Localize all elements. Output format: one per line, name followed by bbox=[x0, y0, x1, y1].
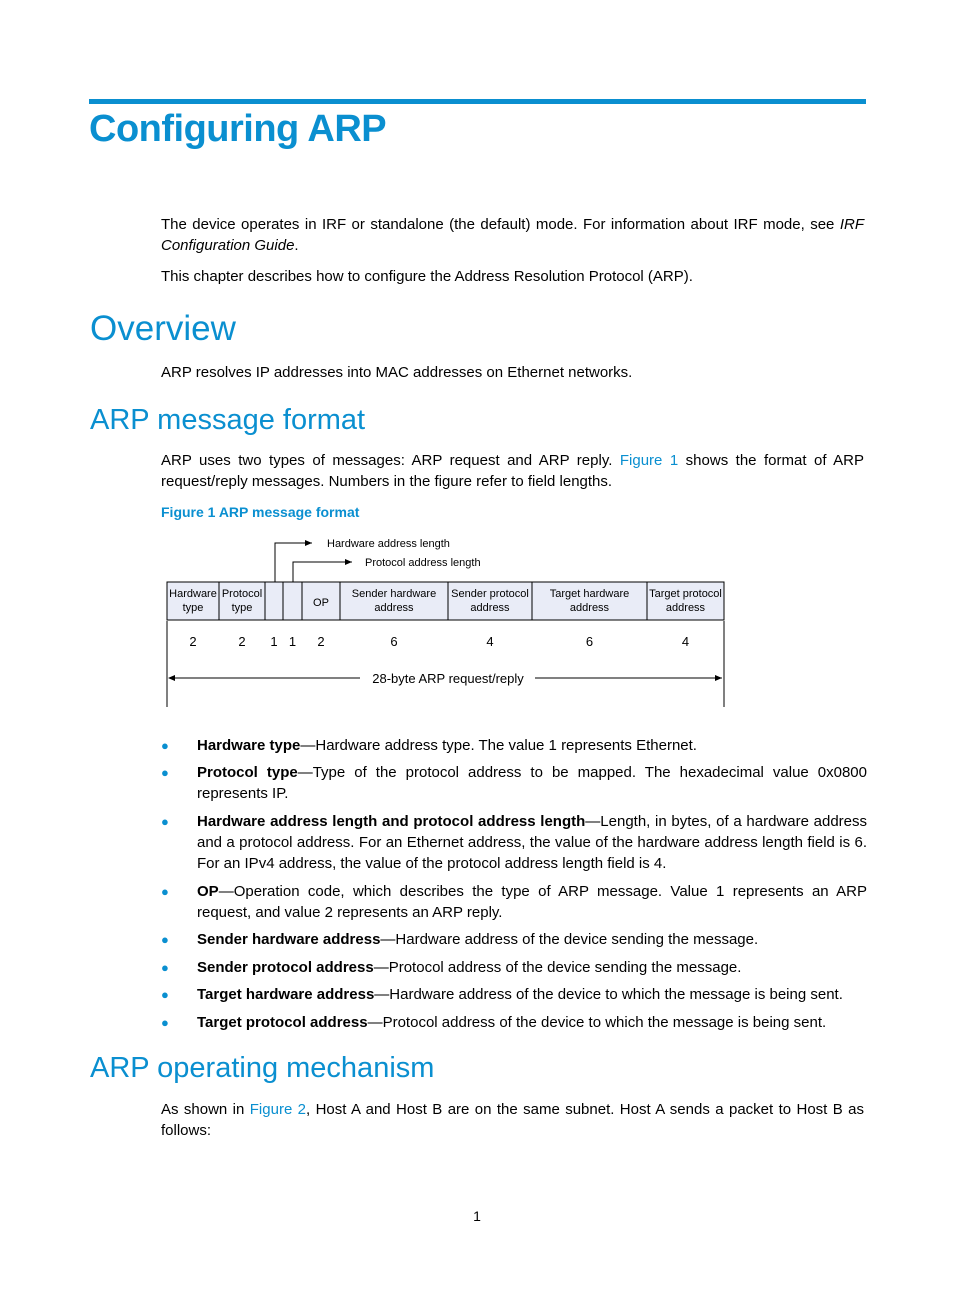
bullet-icon: ● bbox=[161, 814, 169, 829]
field-length-row bbox=[189, 634, 689, 649]
field-label: OP bbox=[313, 597, 329, 609]
bullet-icon: ● bbox=[161, 738, 169, 753]
hw-length-label: Hardware address length bbox=[327, 538, 450, 550]
bullet-icon: ● bbox=[161, 765, 169, 780]
bullet-icon: ● bbox=[161, 884, 169, 899]
field-term: Sender hardware address bbox=[197, 931, 381, 948]
field-desc: —Hardware address of the device sending the message. bbox=[380, 931, 759, 948]
field-label: Sender hardware bbox=[351, 588, 437, 600]
list-item bbox=[161, 735, 867, 756]
arp-message-format-heading: ARP message format bbox=[90, 404, 366, 436]
field-label: type bbox=[231, 602, 253, 614]
field-term: Hardware type bbox=[197, 737, 301, 754]
field-desc: —Length, in bytes, of a hardware address and a protocol address. For an Ethernet address, the value of the hardware address length field is 6. For an IPv4 address, the value of the protocol address length field is 4. bbox=[197, 813, 868, 872]
field-length: 2 bbox=[238, 634, 246, 649]
page-title: Configuring ARP bbox=[89, 108, 387, 150]
figure-2-link[interactable]: Figure 2 bbox=[249, 1101, 307, 1118]
field-label: address bbox=[665, 602, 706, 614]
bullet-icon: ● bbox=[161, 960, 169, 975]
format-paragraph bbox=[161, 450, 864, 492]
field-length: 6 bbox=[390, 634, 398, 649]
overview-heading: Overview bbox=[90, 309, 236, 348]
list-item bbox=[161, 957, 867, 978]
intro-paragraph-2: This chapter describes how to configure the Address Resolution Protocol (ARP). bbox=[161, 268, 693, 285]
field-desc: —Protocol address of the device to which the message is being sent. bbox=[367, 1014, 827, 1031]
mechanism-paragraph bbox=[161, 1099, 864, 1141]
mechanism-text-pre: As shown in bbox=[161, 1101, 250, 1118]
field-desc: —Hardware address of the device to which the message is being sent. bbox=[374, 986, 843, 1003]
field-label: Hardware bbox=[169, 588, 217, 600]
field-desc: —Type of the protocol address to be mapped. The hexadecimal value 0x0800 represents IP. bbox=[197, 764, 867, 802]
proto-length-pointer bbox=[293, 562, 352, 582]
arp-operating-mechanism-heading: ARP operating mechanism bbox=[90, 1052, 435, 1084]
field-desc: —Hardware address type. The value 1 represents Ethernet. bbox=[300, 737, 697, 754]
field-label: Target hardware bbox=[549, 588, 630, 600]
field-desc: —Operation code, which describes the type of ARP message. Value 1 represents an ARP request, and value 2 represents an ARP reply. bbox=[197, 883, 867, 921]
list-item bbox=[161, 984, 867, 1005]
format-text-pre: ARP uses two types of messages: ARP request and ARP reply. bbox=[161, 452, 620, 469]
page-number: 1 bbox=[473, 1208, 481, 1224]
field-length: 4 bbox=[681, 634, 690, 649]
total-length-label: 28-byte ARP request/reply bbox=[372, 671, 524, 686]
field-length: 4 bbox=[486, 634, 494, 649]
bullet-icon: ● bbox=[161, 987, 169, 1002]
irf-guide-ref: IRF Configuration Guide bbox=[161, 216, 864, 254]
list-item bbox=[161, 881, 867, 923]
intro-period: . bbox=[294, 237, 299, 254]
arp-format-figure bbox=[160, 530, 730, 710]
figure-caption: Figure 1 ARP message format bbox=[161, 504, 360, 520]
proto-length-label: Protocol address length bbox=[365, 557, 481, 569]
intro-paragraph-1 bbox=[161, 214, 864, 256]
field-length: 6 bbox=[585, 634, 594, 649]
field-label: address bbox=[569, 602, 610, 614]
list-item bbox=[161, 1012, 867, 1033]
field-length: 2 bbox=[189, 634, 197, 649]
field-term: Hardware address length and protocol address length bbox=[197, 813, 586, 830]
field-label: Sender protocol bbox=[451, 588, 529, 600]
bullet-icon: ● bbox=[161, 1015, 169, 1030]
list-item bbox=[161, 811, 867, 874]
field-length: 1 bbox=[288, 634, 297, 649]
field-term: Target hardware address bbox=[197, 986, 375, 1003]
field-length: 2 bbox=[317, 634, 325, 649]
title-rule bbox=[89, 99, 866, 104]
field-label: address bbox=[374, 602, 414, 614]
field-term: Protocol type bbox=[197, 764, 298, 781]
field-desc: —Protocol address of the device sending the message. bbox=[373, 959, 742, 976]
overview-text: ARP resolves IP addresses into MAC addresses on Ethernet networks. bbox=[161, 364, 633, 381]
list-item bbox=[161, 929, 867, 950]
field-term: Target protocol address bbox=[197, 1014, 368, 1031]
field-length: 1 bbox=[270, 634, 278, 649]
format-text-post: shows the format of ARP request/reply messages. Numbers in the figure refer to field lengths. bbox=[161, 452, 864, 490]
field-label: Target protocol bbox=[649, 588, 722, 600]
field-label: Protocol bbox=[221, 588, 263, 600]
field-label: address bbox=[470, 602, 510, 614]
field-label: type bbox=[182, 602, 204, 614]
list-item bbox=[161, 762, 867, 804]
field-header-row bbox=[167, 582, 724, 620]
intro-text: The device operates in IRF or standalone (the default) mode. For information about IRF mode, see bbox=[161, 216, 840, 233]
figure-1-link[interactable]: Figure 1 bbox=[619, 452, 679, 469]
mechanism-text-post: , Host A and Host B are on the same subnet. Host A sends a packet to Host B as follows: bbox=[161, 1101, 864, 1139]
field-term: OP bbox=[197, 883, 219, 900]
bullet-icon: ● bbox=[161, 932, 169, 947]
field-term: Sender protocol address bbox=[197, 959, 374, 976]
